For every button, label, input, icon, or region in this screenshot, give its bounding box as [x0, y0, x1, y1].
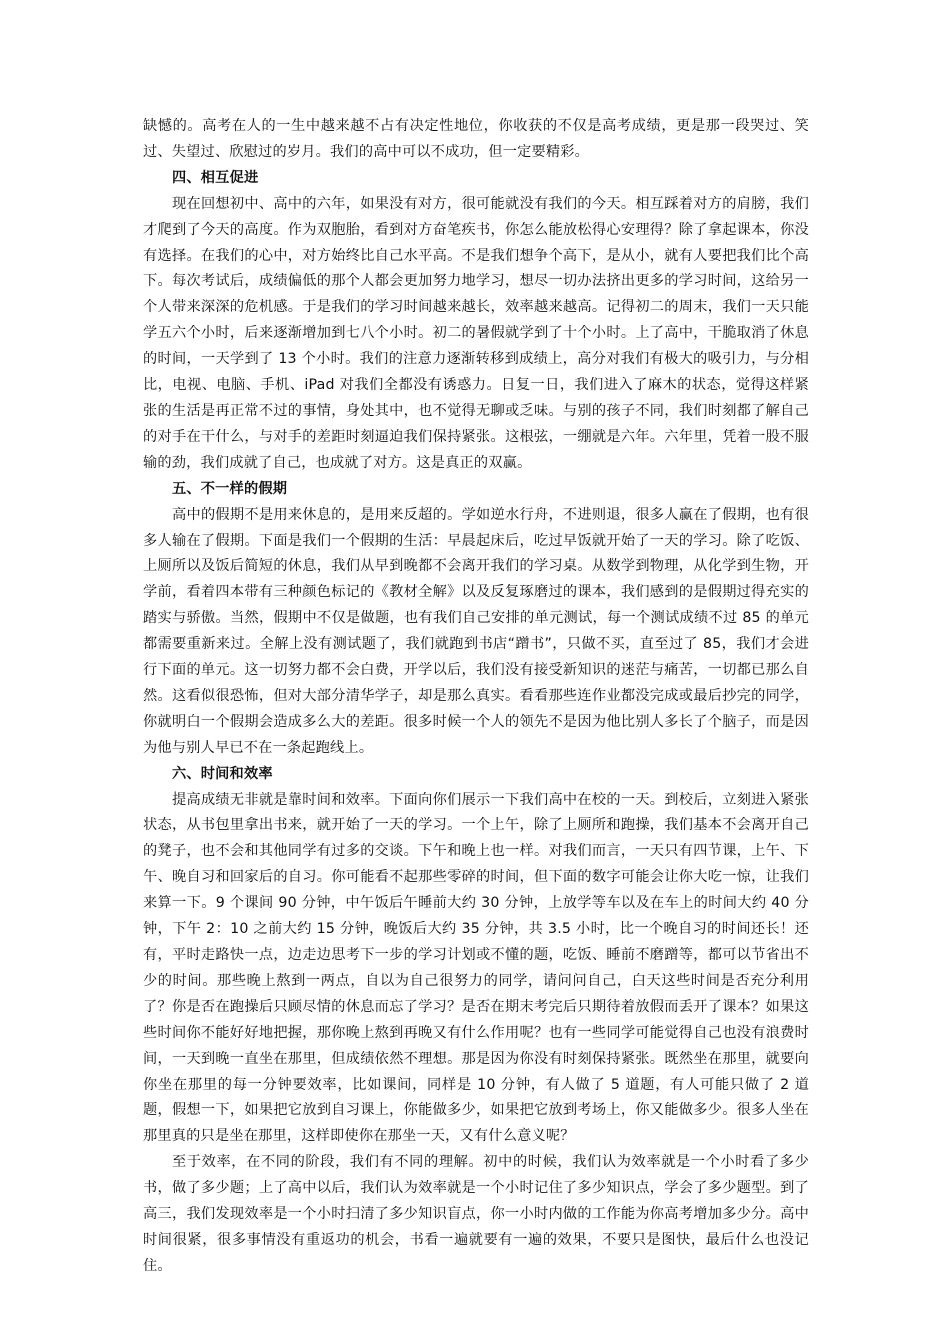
section-heading-different-holiday: 五、不一样的假期	[172, 480, 288, 497]
paragraph-mutual-promotion: 现在回想初中、高中的六年，如果没有对方，很可能就没有我们的今天。相互踩着对方的肩膀，我们才爬到了今天的高度。作为双胞胎，看到对方奋笔疾书，你怎么能放松得心安理得？除了拿起课本，你没有选择。在我们的心中，对方始终比自己水平高。不是我们想争个高下，是从小，就有人要把我们比个高下。每次考试后，成绩偏低的那个人都会更加努力地学习，想尽一切办法挤出更多的学习时间，这给另一个人带来深深的危机感。于是我们的学习时间越来越长，效率越来越高。记得初二的周末，我们一天只能学五六个小时，后来逐渐增加到七八个小时。初二的暑假就学到了十个小时。上了高中，干脆取消了休息的时间，一天学到了 13 个小时。我们的注意力逐渐转移到成绩上，高分对我们有极大的吸引力，与分相比，电视、电脑、手机、iPad 对我们全都没有诱惑力。日复一日，我们进入了麻木的状态，觉得这样紧张的生活是再正常不过的事情，身处其中，也不觉得无聊或乏味。与别的孩子不同，我们时刻都了解自己的对手在干什么，与对手的差距时刻逼迫我们保持紧张。这根弦，一绷就是六年。六年里，凭着一股不服输的劲，我们成就了自己，也成就了对方。这是真正的双赢。	[143, 195, 809, 471]
paragraph-continued: 缺憾的。高考在人的一生中越来越不占有决定性地位，你收获的不仅是高考成绩，更是那一段哭过、笑过、失望过、欣慰过的岁月。我们的高中可以不成功，但一定要精彩。	[143, 118, 809, 160]
paragraph-different-holiday: 高中的假期不是用来休息的，是用来反超的。学如逆水行舟，不进则退，很多人赢在了假期，也有很多人输在了假期。下面是我们一个假期的生活：早晨起床后，吃过早饭就开始了一天的学习。除了吃饭、上厕所以及饭后简短的休息，我们从早到晚都不会离开我们的学习桌。从数学到物理，从化学到生物，开学前，看着四本带有三种颜色标记的《教材全解》以及反复琢磨过的课本，我们感到的是假期过得充实的踏实与骄傲。当然，假期中不仅是做题，也有我们自己安排的单元测试，每一个测试成绩不过 85 的单元都需要重新来过。全解上没有测试题了，我们就跑到书店“蹭书”，只做不买，直至过了 85，我们才会进行下面的单元。这一切努力都不会白费，开学以后，我们没有接受新知识的迷茫与痛苦，一切都已那么自然。这看似很恐怖，但对大部分清华学子，却是那么真实。看看那些连作业都没完成或最后抄完的同学，你就明白一个假期会造成多么大的差距。很多时候一个人的领先不是因为他比别人多长了个脑子，而是因为他与别人早已不在一条起跑线上。	[143, 506, 809, 756]
paragraph-efficiency-stages: 至于效率，在不同的阶段，我们有不同的理解。初中的时候，我们认为效率就是一个小时看了多少书，做了多少题；上了高中以后，我们认为效率就是一个小时记住了多少知识点，学会了多少题型。到了高三，我们发现效率是一个小时扫清了多少知识盲点，你一小时内做的工作能为你高考增加多少分。高中时间很紧，很多事情没有重返功的机会，书看一遍就要有一遍的效果，不要只是图快，最后什么也没记住。	[143, 1154, 809, 1274]
section-heading-time-efficiency: 六、时间和效率	[172, 765, 273, 782]
section-heading-mutual-promotion: 四、相互促进	[172, 169, 259, 186]
document-page	[143, 114, 809, 1280]
paragraph-time-efficiency: 提高成绩无非就是靠时间和效率。下面向你们展示一下我们高中在校的一天。到校后，立刻进入紧张状态，从书包里拿出书来，就开始了一天的学习。一个上午，除了上厕所和跑操，我们基本不会离开自己的凳子，也不会和其他同学有过多的交谈。下午和晚上也一样。对我们而言，一天只有四节课，上午、下午、晚自习和回家后的自习。你可能看不起那些零碎的时间，但下面的数字可能会让你大吃一惊，让我们来算一下。9 个课间 90 分钟，中午饭后午睡前大约 30 分钟，上放学等车以及在车上的时间大约 40 分钟，下午 2：10 之前大约 15 分钟，晚饭后大约 35 分钟，共 3.5 小时，比一个晚自习的时间还长！还有，平时走路快一点，边走边思考下一步的学习计划或不懂的题，吃饭、睡前不磨蹭等，都可以节省出不少的时间。那些晚上熬到一两点，自以为自己很努力的同学，请问问自己，白天这些时间是否充分利用了？你是否在跑操后只顾尽情的休息而忘了学习？是否在期末考完后只期待着放假而丢开了课本？如果这些时间你不能好好地把握，那你晚上熬到再晚又有什么作用呢？也有一些同学可能觉得自己也没有浪费时间，一天到晚一直坐在那里，但成绩依然不理想。那是因为你没有时刻保持紧张。既然坐在那里，就要向你坐在那里的每一分钟要效率，比如课间，同样是 10 分钟，有人做了 5 道题，有人可能只做了 2 道题，假想一下，如果把它放到自习课上，你能做多少，如果把它放到考场上，你又能做多少。很多人坐在那里真的只是坐在那里，这样即使你在那坐一天，又有什么意义呢？	[143, 791, 809, 1145]
